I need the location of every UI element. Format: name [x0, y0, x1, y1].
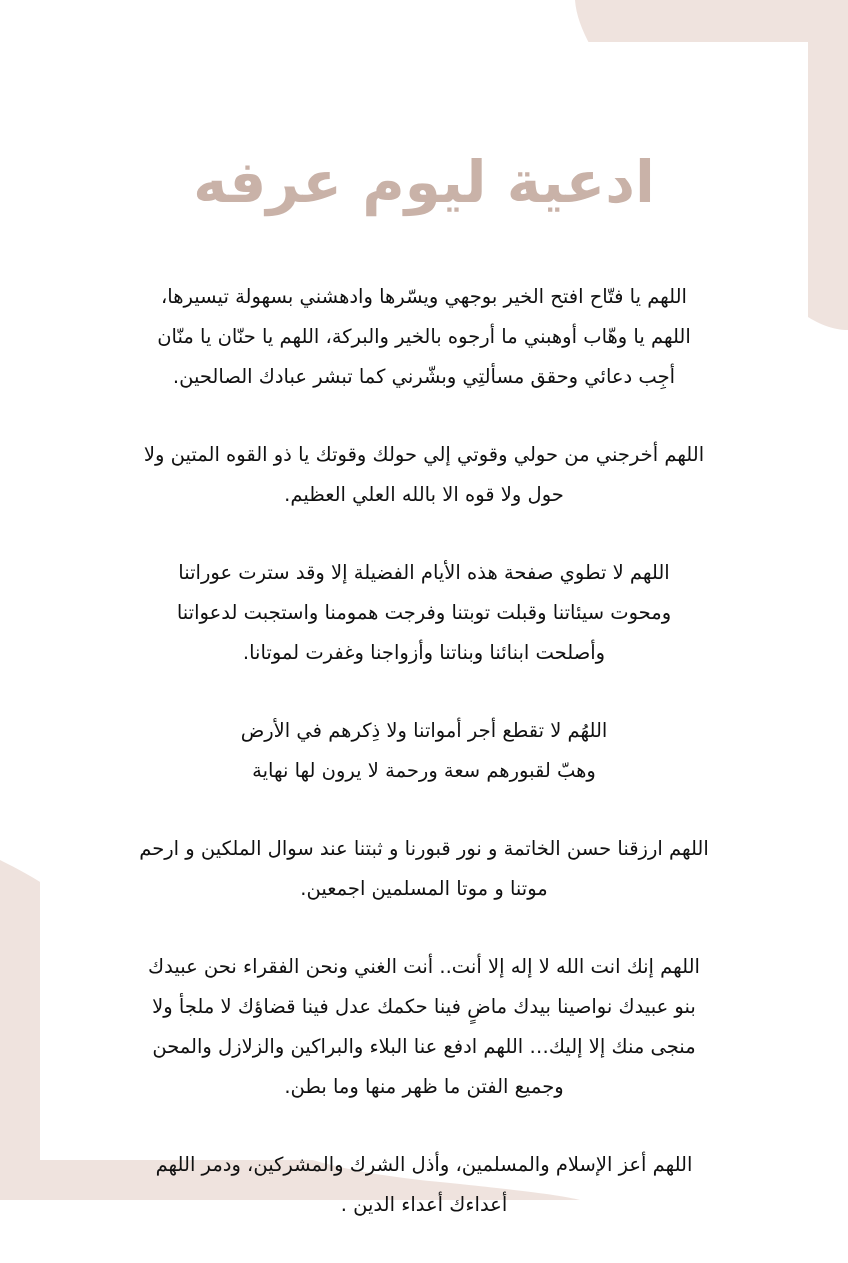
prayer-line: موتنا و موتا المسلمين اجمعين.: [300, 877, 548, 900]
prayer-line: وأصلحت ابنائنا وبناتنا وأزواجنا وغفرت لموتانا.: [242, 641, 606, 664]
prayer-paragraph: [136, 277, 712, 397]
prayer-paragraph: [136, 435, 712, 515]
prayer-line: وهبّ لقبورهم سعة ورحمة لا يرون لها نهاية: [252, 759, 596, 782]
prayer-paragraph: [136, 553, 712, 673]
prayer-line: اللهم أخرجني من حولي وقوتي إلي حولك وقوتك يا ذو القوه المتين ولا: [143, 443, 705, 466]
page-title: ادعية ليوم عرفه: [193, 148, 655, 216]
prayer-line: أعداءك أعداء الدين .: [340, 1193, 508, 1216]
prayer-line: اللهم ارزقنا حسن الخاتمة و نور قبورنا و ثبتنا عند سوال الملكين و ارحم: [139, 837, 709, 860]
prayer-line: ومحوت سيئاتنا وقبلت توبتنا وفرجت همومنا واستجبت لدعواتنا: [176, 601, 672, 624]
prayer-line: أجِب دعائي وحقق مسألتِي وبشّرني كما تبشر عبادك الصالحين.: [172, 365, 676, 388]
prayer-line: اللهم يا فتّاح افتح الخير بوجهي ويسّرها وادهشني بسهولة تيسيرها،: [161, 285, 687, 308]
prayer-paragraph: [136, 947, 712, 1107]
prayer-text: [136, 277, 712, 1263]
prayer-line: حول ولا قوه الا بالله العلي العظيم.: [284, 483, 564, 506]
prayer-line: منجى منك إلا إليك… اللهم ادفع عنا البلاء والبراكين والزلازل والمحن: [152, 1035, 696, 1058]
prayer-line: اللهم لا تطوي صفحة هذه الأيام الفضيلة إلا وقد سترت عوراتنا: [178, 561, 670, 584]
prayer-line: اللهم أعز الإسلام والمسلمين، وأذل الشرك والمشركين، ودمر اللهم: [155, 1153, 693, 1176]
prayer-line: اللهم يا وهّاب أوهبني ما أرجوه بالخير والبركة، اللهم يا حنّان يا منّان: [157, 325, 691, 348]
prayer-paragraph: [136, 1145, 712, 1225]
prayer-line: بنو عبيدك نواصينا بيدك ماضٍ فينا حكمك عدل فينا قضاؤك لا ملجأ ولا: [152, 995, 696, 1018]
content-card: [40, 42, 808, 1216]
prayer-line: اللهم إنك انت الله لا إله إلا أنت.. أنت الغني ونحن الفقراء نحن عبيدك: [148, 955, 700, 978]
prayer-paragraph: [136, 711, 712, 791]
prayer-line: اللهُم لا تقطع أجر أمواتنا ولا ذِكرهم في الأرض: [240, 719, 608, 742]
prayer-line: وجميع الفتن ما ظهر منها وما بطن.: [284, 1075, 564, 1098]
prayer-paragraph: [136, 829, 712, 909]
